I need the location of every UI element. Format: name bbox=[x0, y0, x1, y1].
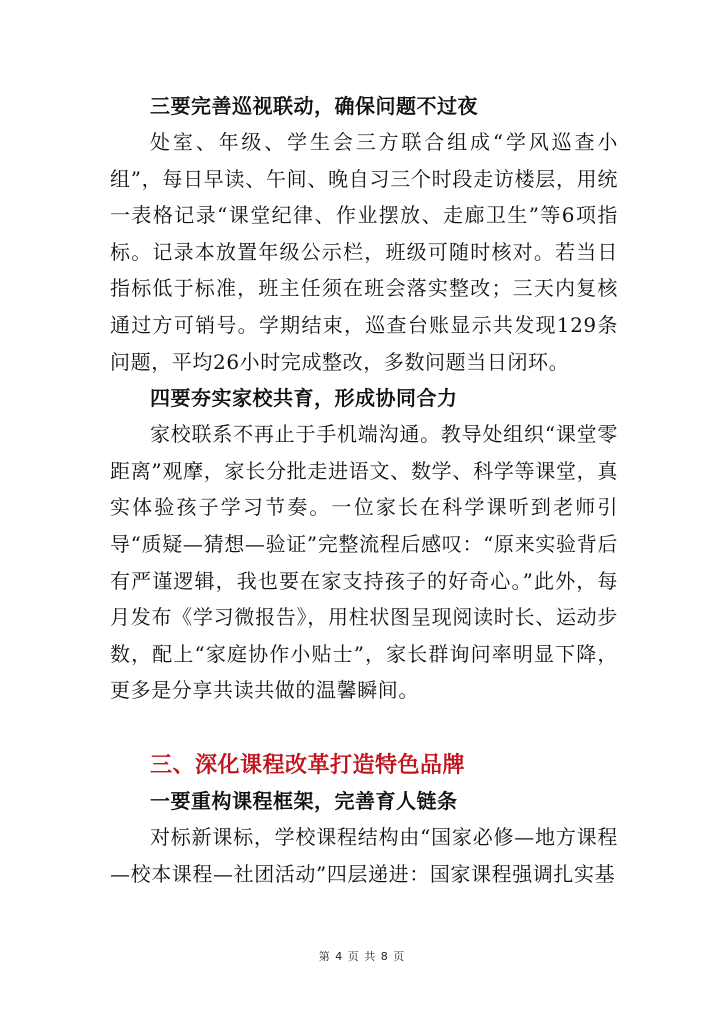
paragraph-inspection: 处室、年级、学生会三方联合组成“学风巡查小组”，每日早读、午间、晚自习三个时段走访楼层，用统一表格记录“课堂纪律、作业摆放、走廊卫生”等6项指标。记录本放置年级公示栏，班级可随时核对。若当日指标低于标准，班主任须在班会落实整改；三天内复核通过方可销号。学期结束，巡查台账显示共发现129条问题，平均26小时完成整改，多数问题当日闭环。 bbox=[110, 130, 618, 374]
subheading-inspection: 三要完善巡视联动，确保问题不过夜 bbox=[150, 94, 478, 118]
subheading-curriculum-framework: 一要重构课程框架，完善育人链条 bbox=[150, 788, 458, 813]
subheading-home-school: 四要夯实家校共育，形成协同合力 bbox=[150, 386, 458, 411]
paragraph-curriculum: 对标新课标，学校课程结构由“国家必修—地方课程—校本课程—社团活动”四层递进：国家课程强调扎实基 bbox=[110, 824, 618, 886]
page-number-footer: 第 4 页 共 8 页 bbox=[318, 950, 406, 963]
section-spacer bbox=[110, 709, 618, 747]
section-heading-curriculum: 三、深化课程改革打造特色品牌 bbox=[150, 751, 466, 778]
paragraph-home-school: 家校联系不再止于手机端沟通。教导处组织“课堂零距离”观摩，家长分批走进语文、数学、科学等课堂，真实体验孩子学习节奏。一位家长在科学课听到老师引导“质疑—猜想—验证”完整流程后感叹：“原来实验背后有严谨逻辑，我也要在家支持孩子的好奇心。”此外，每月发布《学习微报告》，用柱状图呈现阅读时长、运动步数，配上“家庭协作小贴士”，家长群询问率明显下降，更多是分享共读共做的温馨瞬间。 bbox=[110, 422, 618, 703]
page-content bbox=[110, 88, 618, 892]
